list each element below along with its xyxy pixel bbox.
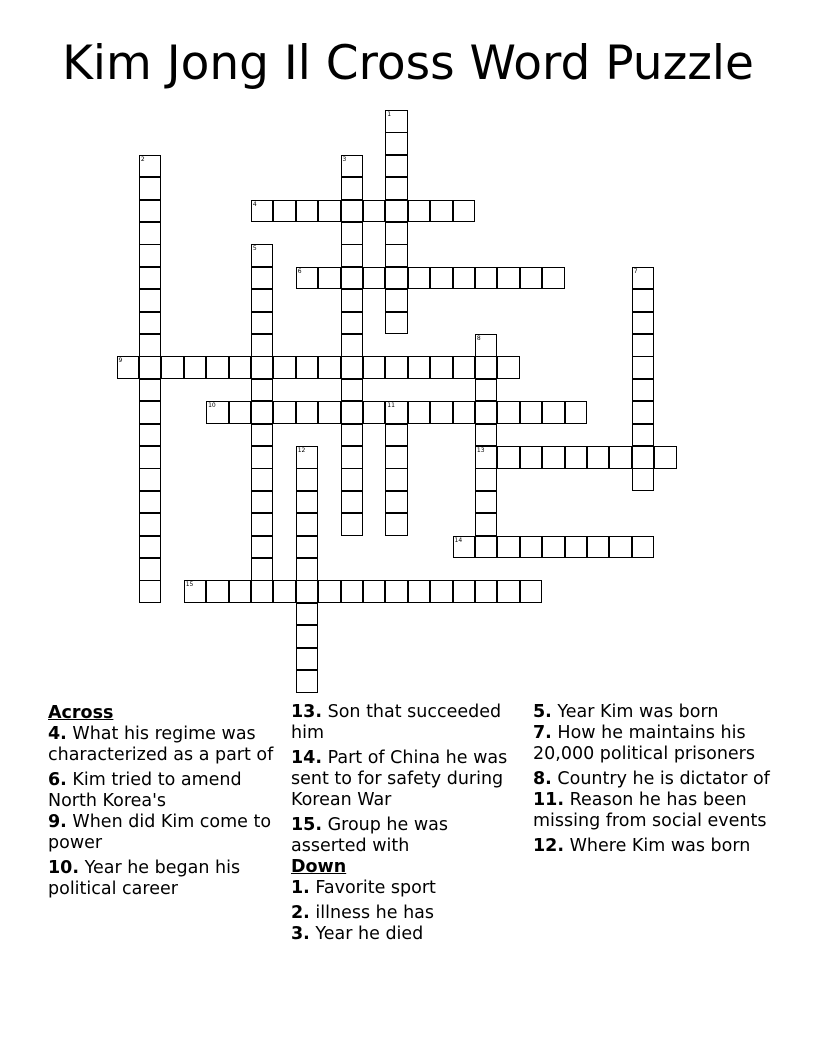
grid-cell[interactable] <box>497 401 520 424</box>
grid-cell[interactable] <box>251 356 274 379</box>
grid-cell[interactable] <box>139 468 162 491</box>
grid-cell[interactable] <box>296 558 319 581</box>
grid-cell[interactable] <box>139 401 162 424</box>
grid-cell[interactable] <box>632 334 655 357</box>
grid-cell[interactable] <box>341 177 364 200</box>
grid-cell[interactable] <box>542 267 565 290</box>
grid-cell[interactable] <box>475 491 498 514</box>
grid-cell[interactable] <box>296 536 319 559</box>
grid-cell[interactable] <box>341 356 364 379</box>
grid-cell[interactable] <box>139 424 162 447</box>
cell-number: 4 <box>252 200 257 208</box>
grid-cell[interactable] <box>475 424 498 447</box>
grid-cell[interactable] <box>632 312 655 335</box>
clue-down-8: 8. Country he is dictator of <box>533 769 770 789</box>
grid-cell[interactable] <box>453 200 476 223</box>
grid-cell[interactable] <box>632 289 655 312</box>
clue-down-2: 2. illness he has <box>291 903 435 923</box>
clue-down-7: 7. How he maintains his 20,000 political prisoners <box>533 723 755 764</box>
cell-number: 3 <box>342 155 347 163</box>
clue-across-6: 6. Kim tried to amend North Korea's <box>48 770 242 811</box>
grid-cell[interactable] <box>430 580 453 603</box>
grid-cell[interactable] <box>251 334 274 357</box>
grid-cell[interactable] <box>632 379 655 402</box>
grid-cell[interactable] <box>251 446 274 469</box>
clue-down-3: 3. Year he died <box>291 924 424 944</box>
grid-cell[interactable] <box>587 446 610 469</box>
grid-cell[interactable] <box>318 267 341 290</box>
grid-cell[interactable] <box>184 580 207 603</box>
grid-cell[interactable] <box>408 401 431 424</box>
grid-cell[interactable] <box>296 670 319 693</box>
grid-cell[interactable] <box>251 200 274 223</box>
grid-cell[interactable] <box>139 536 162 559</box>
grid-cell[interactable] <box>341 491 364 514</box>
grid-cell[interactable] <box>385 177 408 200</box>
grid-cell[interactable] <box>385 513 408 536</box>
grid-cell[interactable] <box>251 401 274 424</box>
clue-across-9: 9. When did Kim come to power <box>48 812 272 853</box>
grid-cell[interactable] <box>273 580 296 603</box>
grid-cell[interactable] <box>139 446 162 469</box>
grid-cell[interactable] <box>609 536 632 559</box>
grid-cell[interactable] <box>139 491 162 514</box>
cell-number: 15 <box>185 581 194 589</box>
grid-cell[interactable] <box>475 468 498 491</box>
grid-cell[interactable] <box>565 536 588 559</box>
grid-cell[interactable] <box>184 356 207 379</box>
grid-cell[interactable] <box>497 446 520 469</box>
grid-cell[interactable] <box>206 401 229 424</box>
grid-cell[interactable] <box>296 513 319 536</box>
grid-cell[interactable] <box>117 356 140 379</box>
grid-cell[interactable] <box>139 222 162 245</box>
grid-cell[interactable] <box>430 401 453 424</box>
grid-cell[interactable] <box>341 379 364 402</box>
grid-cell[interactable] <box>497 356 520 379</box>
grid-cell[interactable] <box>363 580 386 603</box>
clue-down-5: 5. Year Kim was born <box>533 702 719 722</box>
grid-cell[interactable] <box>341 580 364 603</box>
grid-cell[interactable] <box>632 446 655 469</box>
grid-cell[interactable] <box>139 379 162 402</box>
grid-cell[interactable] <box>206 356 229 379</box>
grid-cell[interactable] <box>475 379 498 402</box>
grid-cell[interactable] <box>385 468 408 491</box>
grid-cell[interactable] <box>497 267 520 290</box>
grid-cell[interactable] <box>251 468 274 491</box>
grid-cell[interactable] <box>385 110 408 133</box>
grid-cell[interactable] <box>341 289 364 312</box>
clue-across-4: 4. What his regime was characterized as a part of <box>48 724 274 765</box>
grid-cell[interactable] <box>296 603 319 626</box>
grid-cell[interactable] <box>139 267 162 290</box>
cell-number: 6 <box>297 267 302 275</box>
grid-cell[interactable] <box>520 580 543 603</box>
grid-cell[interactable] <box>475 446 498 469</box>
grid-cell[interactable] <box>251 312 274 335</box>
grid-cell[interactable] <box>475 513 498 536</box>
grid-cell[interactable] <box>296 200 319 223</box>
grid-cell[interactable] <box>251 289 274 312</box>
grid-cell[interactable] <box>139 513 162 536</box>
grid-cell[interactable] <box>296 648 319 671</box>
grid-cell[interactable] <box>587 536 610 559</box>
grid-cell[interactable] <box>453 267 476 290</box>
grid-cell[interactable] <box>161 356 184 379</box>
grid-cell[interactable] <box>520 536 543 559</box>
grid-cell[interactable] <box>341 222 364 245</box>
grid-cell[interactable] <box>385 267 408 290</box>
cell-number: 13 <box>476 447 485 454</box>
grid-cell[interactable] <box>341 424 364 447</box>
grid-cell[interactable] <box>632 536 655 559</box>
clue-across-10: 10. Year he began his political career <box>48 858 241 899</box>
grid-cell[interactable] <box>341 155 364 178</box>
grid-cell[interactable] <box>318 401 341 424</box>
grid-cell[interactable] <box>565 446 588 469</box>
grid-cell[interactable] <box>251 491 274 514</box>
grid-cell[interactable] <box>341 513 364 536</box>
grid-cell[interactable] <box>139 177 162 200</box>
grid-cell[interactable] <box>318 356 341 379</box>
cell-number: 11 <box>387 402 395 410</box>
grid-cell[interactable] <box>341 244 364 267</box>
grid-cell[interactable] <box>251 244 274 267</box>
grid-cell[interactable] <box>296 401 319 424</box>
grid-cell[interactable] <box>430 267 453 290</box>
grid-cell[interactable] <box>385 424 408 447</box>
grid-cell[interactable] <box>408 267 431 290</box>
grid-cell[interactable] <box>453 356 476 379</box>
grid-cell[interactable] <box>497 580 520 603</box>
grid-cell[interactable] <box>632 468 655 491</box>
grid-cell[interactable] <box>139 312 162 335</box>
grid-cell[interactable] <box>542 401 565 424</box>
grid-cell[interactable] <box>296 468 319 491</box>
clue-down-11: 11. Reason he has been missing from social events <box>533 790 767 831</box>
grid-cell[interactable] <box>251 379 274 402</box>
grid-cell[interactable] <box>520 401 543 424</box>
grid-cell[interactable] <box>341 468 364 491</box>
grid-cell[interactable] <box>385 491 408 514</box>
grid-cell[interactable] <box>296 267 319 290</box>
grid-cell[interactable] <box>251 536 274 559</box>
grid-cell[interactable] <box>520 446 543 469</box>
down-heading: Down <box>291 857 347 877</box>
grid-cell[interactable] <box>453 401 476 424</box>
cell-number: 2 <box>140 155 145 163</box>
grid-cell[interactable] <box>632 424 655 447</box>
grid-cell[interactable] <box>430 356 453 379</box>
grid-cell[interactable] <box>453 580 476 603</box>
cell-number: 9 <box>118 357 123 365</box>
grid-cell[interactable] <box>475 356 498 379</box>
clue-across-13: 13. Son that succeeded him <box>291 702 502 743</box>
grid-cell[interactable] <box>408 580 431 603</box>
grid-cell[interactable] <box>341 312 364 335</box>
across-heading: Across <box>48 703 114 723</box>
cell-number: 1 <box>387 111 392 118</box>
grid-cell[interactable] <box>206 580 229 603</box>
clues-column-3 <box>533 702 773 857</box>
grid-cell[interactable] <box>341 267 364 290</box>
grid-cell[interactable] <box>520 267 543 290</box>
grid-cell[interactable] <box>139 334 162 357</box>
grid-cell[interactable] <box>341 200 364 223</box>
grid-cell[interactable] <box>475 401 498 424</box>
grid-cell[interactable] <box>430 200 453 223</box>
grid-cell[interactable] <box>385 580 408 603</box>
grid-cell[interactable] <box>363 356 386 379</box>
grid-cell[interactable] <box>475 580 498 603</box>
grid-cell[interactable] <box>453 536 476 559</box>
grid-cell[interactable] <box>475 536 498 559</box>
grid-cell[interactable] <box>318 200 341 223</box>
cell-number: 10 <box>208 402 216 410</box>
grid-cell[interactable] <box>318 580 341 603</box>
grid-cell[interactable] <box>385 222 408 245</box>
grid-cell[interactable] <box>251 558 274 581</box>
clues-column-2 <box>291 702 521 945</box>
grid-cell[interactable] <box>408 356 431 379</box>
grid-cell[interactable] <box>139 558 162 581</box>
grid-cell[interactable] <box>229 580 252 603</box>
cell-number: 14 <box>454 536 463 544</box>
grid-cell[interactable] <box>341 401 364 424</box>
grid-cell[interactable] <box>139 200 162 223</box>
grid-cell[interactable] <box>385 155 408 178</box>
cell-number: 7 <box>633 267 638 275</box>
grid-cell[interactable] <box>475 267 498 290</box>
clues-column-1 <box>48 702 278 900</box>
grid-cell[interactable] <box>251 267 274 290</box>
grid-cell[interactable] <box>385 356 408 379</box>
grid-cell[interactable] <box>385 312 408 335</box>
grid-cell[interactable] <box>273 401 296 424</box>
grid-cell[interactable] <box>139 580 162 603</box>
grid-cell[interactable] <box>273 200 296 223</box>
grid-cell[interactable] <box>542 446 565 469</box>
grid-cell[interactable] <box>251 513 274 536</box>
grid-cell[interactable] <box>296 580 319 603</box>
grid-cell[interactable] <box>542 536 565 559</box>
cell-number: 12 <box>297 447 306 454</box>
grid-cell[interactable] <box>654 446 677 469</box>
grid-cell[interactable] <box>385 289 408 312</box>
grid-cell[interactable] <box>229 401 252 424</box>
grid-cell[interactable] <box>296 356 319 379</box>
clue-across-14: 14. Part of China he was sent to for safety during Korean War <box>291 748 508 810</box>
grid-cell[interactable] <box>139 244 162 267</box>
grid-cell[interactable] <box>609 446 632 469</box>
grid-cell[interactable] <box>251 424 274 447</box>
grid-cell[interactable] <box>385 132 408 155</box>
grid-cell[interactable] <box>632 356 655 379</box>
grid-cell[interactable] <box>341 334 364 357</box>
grid-cell[interactable] <box>408 200 431 223</box>
grid-cell[interactable] <box>632 401 655 424</box>
cell-number: 8 <box>476 335 481 342</box>
grid-cell[interactable] <box>296 446 319 469</box>
grid-cell[interactable] <box>565 401 588 424</box>
grid-cell[interactable] <box>385 200 408 223</box>
grid-cell[interactable] <box>139 155 162 178</box>
grid-cell[interactable] <box>632 267 655 290</box>
cell-number: 5 <box>252 245 257 253</box>
grid-cell[interactable] <box>475 334 498 357</box>
grid-cell[interactable] <box>139 356 162 379</box>
grid-cell[interactable] <box>385 401 408 424</box>
clue-down-1: 1. Favorite sport <box>291 878 436 898</box>
grid-cell[interactable] <box>229 356 252 379</box>
grid-cell[interactable] <box>296 625 319 648</box>
grid-cell[interactable] <box>139 289 162 312</box>
grid-cell[interactable] <box>273 356 296 379</box>
grid-cell[interactable] <box>363 401 386 424</box>
clue-down-12: 12. Where Kim was born <box>533 836 751 856</box>
grid-cell[interactable] <box>385 244 408 267</box>
grid-cell[interactable] <box>497 536 520 559</box>
grid-cell[interactable] <box>296 491 319 514</box>
grid-cell[interactable] <box>363 200 386 223</box>
grid-cell[interactable] <box>385 446 408 469</box>
grid-cell[interactable] <box>251 580 274 603</box>
clue-across-15: 15. Group he was asserted with <box>291 815 449 856</box>
grid-cell[interactable] <box>341 446 364 469</box>
grid-cell[interactable] <box>363 267 386 290</box>
puzzle-title: Kim Jong Il Cross Word Puzzle <box>62 36 754 91</box>
